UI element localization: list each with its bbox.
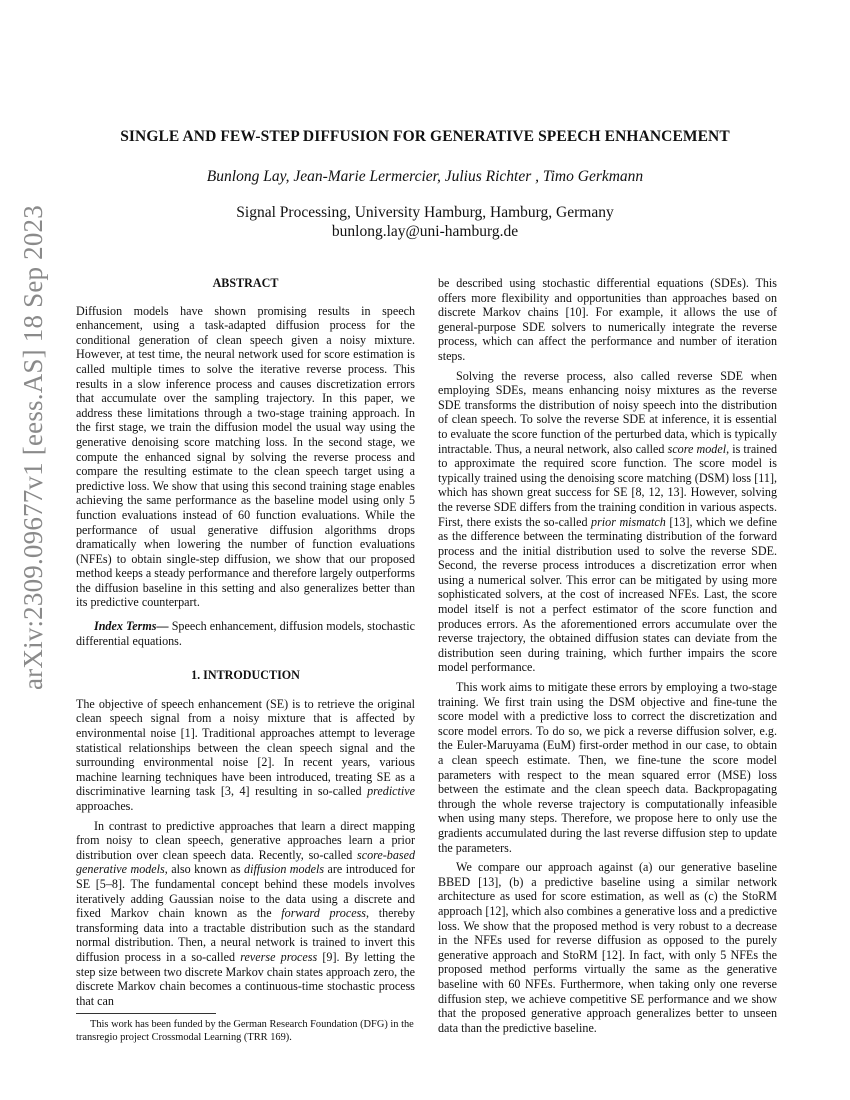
- intro-p2-em2: diffusion models: [244, 862, 325, 877]
- section-heading-introduction: 1. INTRODUCTION: [191, 668, 300, 683]
- intro-paragraph-1: [76, 697, 415, 814]
- intro-p2-em1: score-based generative models: [76, 847, 415, 877]
- intro-paragraph-2: [76, 819, 415, 1009]
- affiliation-block: [0, 203, 850, 241]
- intro-p2-a: In contrast to predictive approaches that learn a direct mapping from noisy to clean speech, generative approaches learn a prior distribution over clean speech data. Recently, so-called: [76, 818, 415, 862]
- right-paragraph-4: We compare our approach against (a) our generative baseline BBED [13], (b) a predictive baseline using a similar network architecture as used for score estimation, as well as (c) the StoRM approach [12], which also combines a generative loss and a predictive loss. We show that the proposed method is very robust to a decrease in the NFEs used for reverse diffusion as opposed to the purely generative approach and StoRM [12]. In fact, with only 5 NFEs the proposed method performs virtually the same as the generative baseline with 60 NFEs. Furthermore, when taking only one reverse diffusion step, we achieve competitive SE performance and we show that the proposed generative approach generalizes better to unseen data than the predictive baseline.: [438, 860, 777, 1035]
- intro-p1-emphasis: predictive: [367, 784, 415, 799]
- intro-p2-d: , thereby transforming data into a tractable distribution such as the standard normal distribution. Then, a neural network is trained to invert this diffusion process in a so-called: [76, 906, 415, 964]
- index-terms-label: Index Terms—: [94, 619, 169, 634]
- index-terms-text: Speech enhancement, diffusion models, stochastic differential equations.: [76, 619, 415, 648]
- intro-p2-c: are introduced for SE [5–8]. The fundamental concept behind these models involves iteratively adding Gaussian noise to the data using a discrete and fixed Markov chain known as the: [76, 862, 415, 921]
- arxiv-side-label: arXiv:2309.09677v1 [eess.AS] 18 Sep 2023: [18, 205, 48, 690]
- right-paragraph-1: be described using stochastic differential equations (SDEs). This offers more flexibility and opportunities than approaches based on discrete Markov chains [10]. For example, it allows the use of general-purpose SDE solvers to numerically integrate the reverse process, which can affect the performance and number of iteration steps.: [438, 276, 777, 363]
- left-column: [76, 276, 415, 1008]
- affiliation: Signal Processing, University Hamburg, Hamburg, Germany: [236, 204, 614, 221]
- right-paragraph-2: [438, 369, 777, 675]
- intro-p2-e: [9]. By letting the step size between two discrete Markov chain states approach zero, the discrete Markov chain becomes a continuous-time stochastic process that can: [76, 949, 415, 1008]
- footnote-rule: [76, 1013, 216, 1014]
- right-p2-b: , is trained to approximate the required score function. The score model is typically trained using the denoising score matching (DSM) loss [11], which has shown great success for SE [8, 12, 13]. However, solving the reverse SDE differs from the training condition in various aspects. First, there exists the so-called: [438, 441, 778, 529]
- right-p2-em2: prior mismatch: [591, 514, 666, 529]
- right-column: [438, 276, 777, 1035]
- footnote: This work has been funded by the German Research Foundation (DFG) in the transregio project Crossmodal Learning (TRR 169).: [76, 1019, 414, 1043]
- right-p2-em1: score model: [667, 441, 727, 456]
- author-list: Bunlong Lay, Jean-Marie Lermercier, Julius Richter , Timo Gerkmann: [206, 168, 644, 185]
- intro-p1-text: The objective of speech enhancement (SE) is to retrieve the original clean speech signal from a noisy mixture that is affected by environmental noise [1]. Traditional approaches attempt to leverage statistical relationships between the clean speech signal and the surrounding environmental noise [2]. In recent years, various machine learning techniques have been introduced, treating SE as a discriminative learning task [3, 4] resulting in so-called: [76, 696, 415, 799]
- intro-p1-end: approaches.: [76, 799, 134, 813]
- right-p2-a: Solving the reverse process, also called reverse SDE when employing SDEs, means enhancing noisy mixtures as the reverse SDE transforms the distribution of noisy speech into the distribution of clean speech. To solve the reverse SDE at inference, it is essential to evaluate the score function of the perturbed data, which is typically intractable. Thus, a neural network, also called: [438, 368, 777, 456]
- index-terms: [76, 619, 415, 648]
- intro-p2-em3: forward process: [281, 906, 367, 921]
- right-p2-c: [13], which we define as the difference between the terminating distribution of the forward process and the initial distribution used to solve the reverse SDE. Second, the reverse process introduces a discretization error when using a numerical solver. This error can be mitigated by using more sophisticated solvers, at the cost of increased NFEs. Last, the score model itself is not a perfect estimator of the score function and produces errors. As the aforementioned errors accumulate over the reverse trajectory, the obtained diffusion states can deviate from the distribution seen during training, which further impairs the score model performance.: [438, 514, 778, 675]
- paper-title: SINGLE AND FEW-STEP DIFFUSION FOR GENERATIVE SPEECH ENHANCEMENT: [120, 128, 730, 145]
- intro-p2-em4: reverse process: [240, 949, 318, 964]
- email: bunlong.lay@uni-hamburg.de: [331, 223, 519, 240]
- right-paragraph-3: This work aims to mitigate these errors by employing a two-stage training. We first train using the DSM objective and fine-tune the score model with a predictive loss to correct the discretization and score model errors. To do so, we pick a reverse diffusion solver, e.g. the Euler-Maruyama (EuM) first-order method in our case, to obtain a clean speech estimate. Then, we fine-tune the score model parameters with respect to the mean squared error (MSE) loss between the estimate and the clean speech data. Backpropagating through the whole reverse trajectory is computationally infeasible when using many steps. Therefore, we propose here to only use the gradients accumulated during the last reverse diffusion step to update the parameters.: [438, 680, 777, 855]
- abstract-text: Diffusion models have shown promising results in speech enhancement, using a task-adapted diffusion process for the conditional generation of clean speech given a noisy mixture. However, at test time, the neural network used for score estimation is called multiple times to solve the iterative reverse process. This results in a slow inference process and causes discretization errors that accumulate over the sampling trajectory. In this paper, we address these limitations through a two-stage training approach. In the first stage, we train the diffusion model the usual way using the generative denoising score matching loss. In the second stage, we compute the enhanced signal by solving the reverse process and compare the resulting estimate to the clean speech target using a predictive loss. We show that using this second training stage enables achieving the same performance as the baseline model using only 5 function evaluations instead of 60 function evaluations. While the performance of usual generative diffusion algorithms drops dramatically when lowering the number of function evaluations (NFEs) to obtain single-step diffusion, we show that our proposed method keeps a steady performance and therefore largely outperforms the diffusion baseline in this setting and also generalizes better than its predictive counterpart.: [76, 303, 415, 610]
- abstract-heading: ABSTRACT: [212, 276, 279, 290]
- intro-p2-b: , also known as: [164, 862, 245, 877]
